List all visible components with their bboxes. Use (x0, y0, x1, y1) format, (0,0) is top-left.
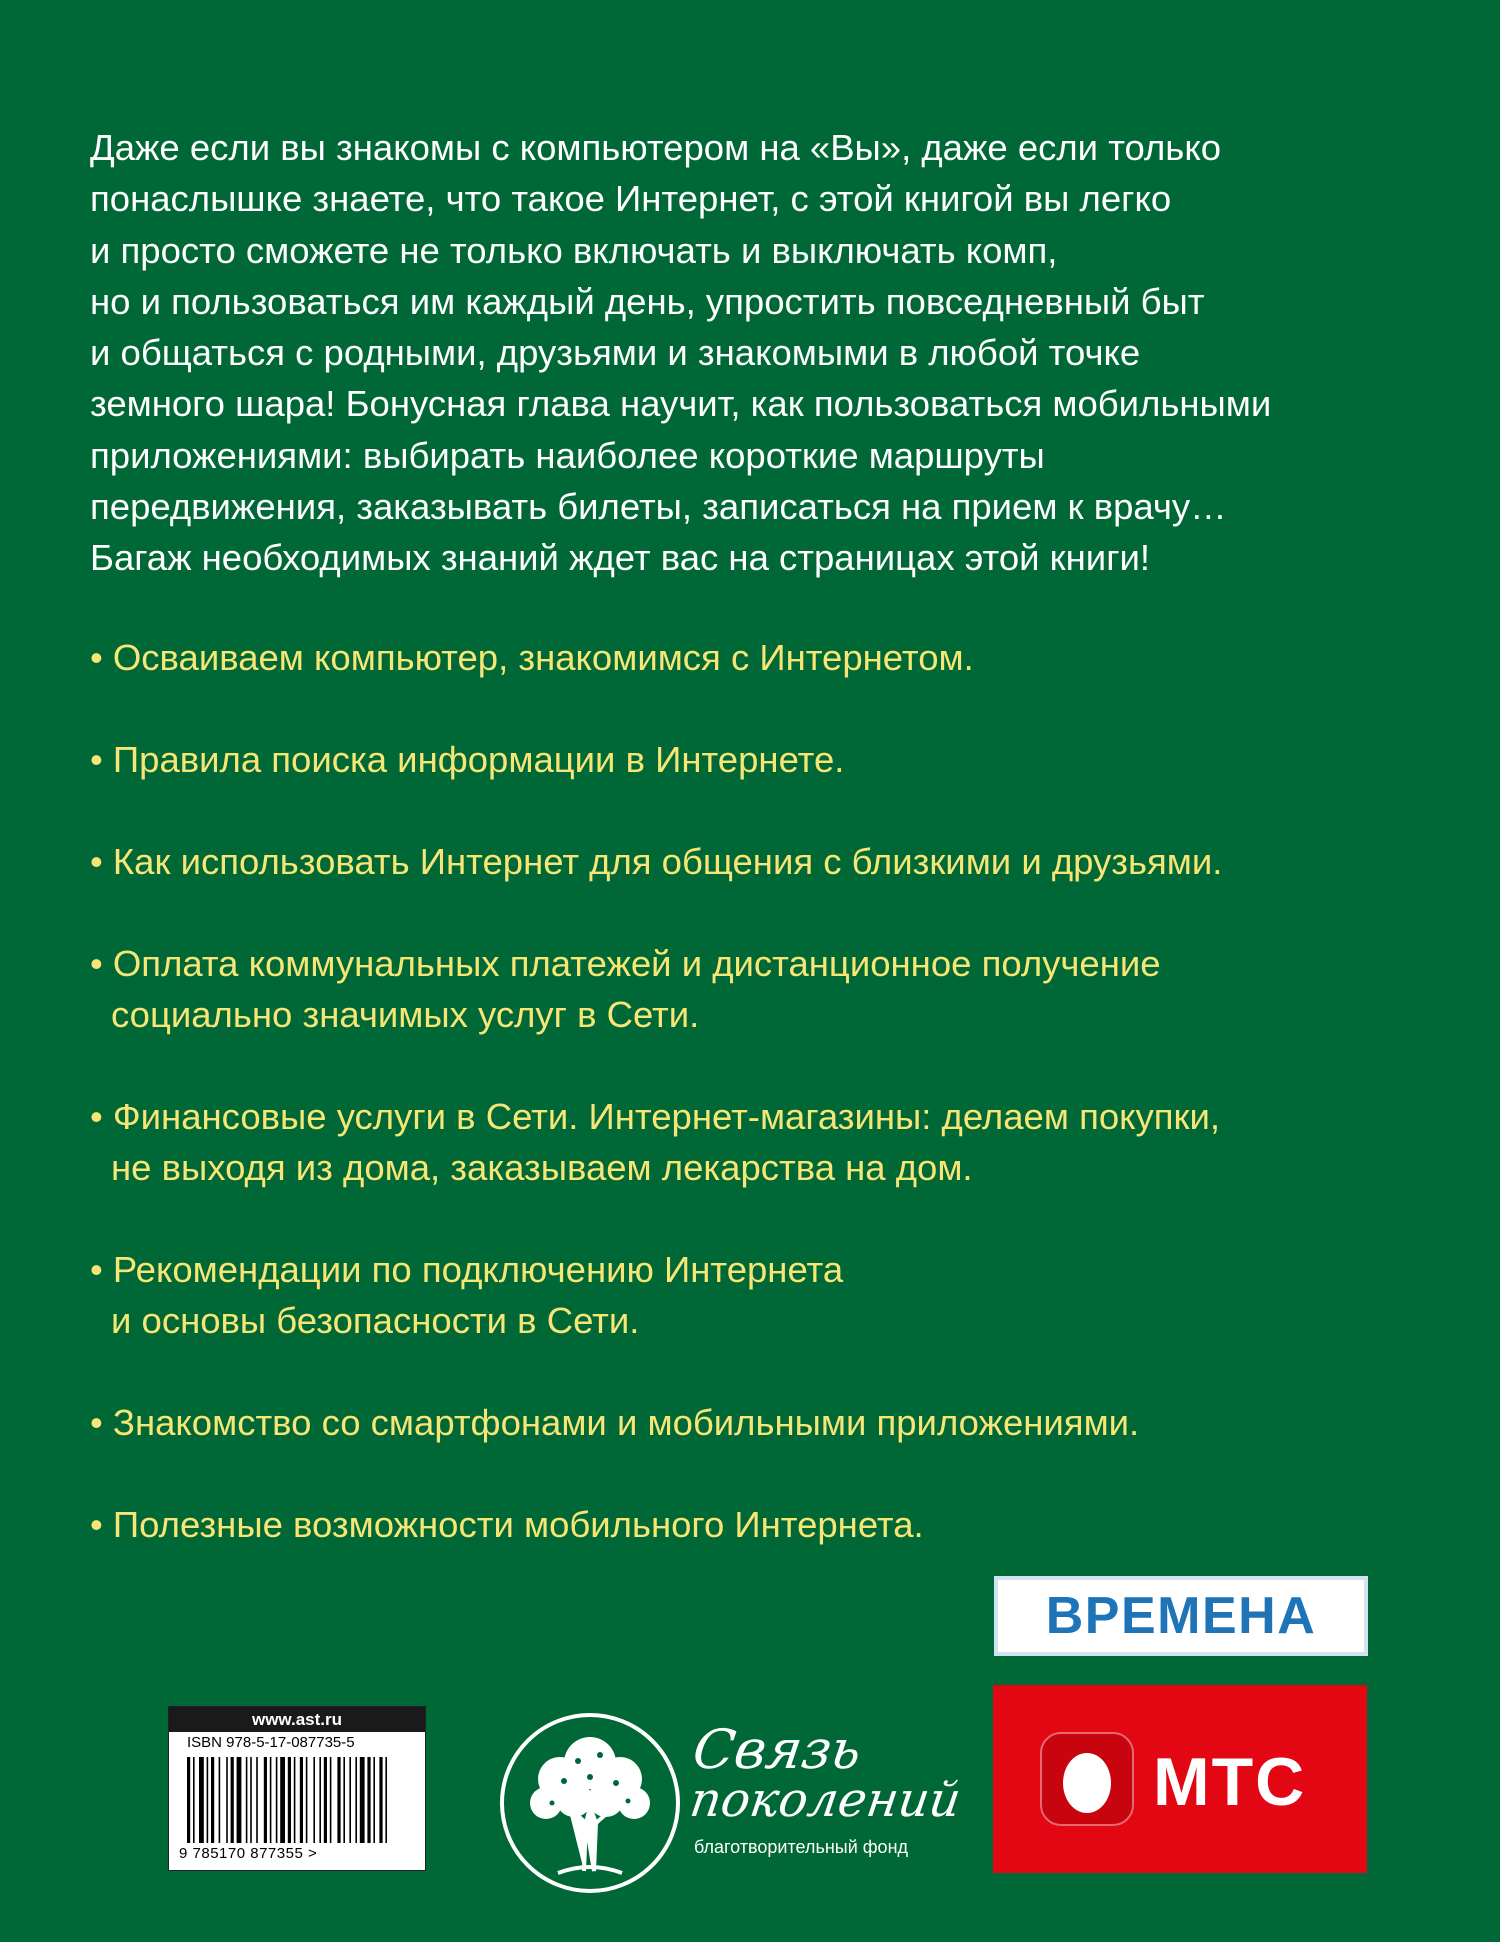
feature-item (90, 1244, 1420, 1346)
barcode-digits: 9 785170 877355 > (179, 1845, 318, 1862)
publisher-site: www.ast.ru (169, 1707, 425, 1732)
foundation-name-line1: Связь (689, 1718, 866, 1781)
intro-line: Даже если вы знакомы с компьютером на «Вы», даже если только (90, 127, 1222, 168)
isbn-text: ISBN 978-5-17-087735-5 (187, 1734, 355, 1751)
foundation-name-line2: поколений (686, 1772, 965, 1828)
description-paragraph (90, 122, 1420, 584)
feature-item-line: не выходя из дома, заказываем лекарства на дом. (111, 1147, 973, 1188)
intro-line: но и пользоваться им каждый день, упростить повседневный быт (90, 280, 1205, 322)
foundation-name (683, 1718, 971, 1828)
feature-item (90, 632, 1420, 683)
intro-line: передвижения, заказывать билеты, записаться на прием к врачу… (90, 486, 1227, 528)
intro-line: и просто сможете не только включать и выключать комп, (90, 229, 1058, 271)
mts-label: МТС (1153, 1744, 1307, 1820)
vremena-logo (994, 1576, 1368, 1656)
feature-item-line: и основы безопасности в Сети. (111, 1300, 640, 1341)
intro-line: понаслышке знаете, что такое Интернет, с этой книгой вы легко (90, 178, 1172, 220)
intro-line: Багаж необходимых знаний ждет вас на страницах этой книги! (90, 537, 1151, 579)
barcode-icon (187, 1757, 409, 1843)
feature-item-line: социально значимых услуг в Сети. (111, 994, 700, 1035)
foundation-subtitle: благотворительный фонд (694, 1837, 909, 1857)
feature-item-line: • Финансовые услуги в Сети. Интернет-магазины: делаем покупки, (90, 1096, 1221, 1137)
isbn-barcode-block (168, 1706, 426, 1871)
vremena-label: ВРЕМЕНА (1045, 1587, 1317, 1645)
feature-item-line: • Знакомство со смартфонами и мобильными приложениями. (90, 1402, 1140, 1443)
mts-egg-icon (1039, 1731, 1135, 1827)
feature-item (90, 1091, 1420, 1193)
feature-item-line: • Оплата коммунальных платежей и дистанционное получение (90, 943, 1161, 984)
intro-line: и общаться с родными, друзьями и знакомыми в любой точке (90, 332, 1141, 374)
feature-item-line: • Правила поиска информации в Интернете. (90, 739, 845, 780)
feature-item (90, 734, 1420, 785)
feature-list (90, 632, 1420, 1601)
mts-logo (993, 1685, 1367, 1873)
intro-line: приложениями: выбирать наиболее короткие маршруты (90, 434, 1045, 476)
feature-item-line: • Осваиваем компьютер, знакомимся с Интернетом. (90, 637, 974, 678)
tree-logo-icon (498, 1711, 682, 1895)
feature-item (90, 1397, 1420, 1448)
feature-item (90, 1499, 1420, 1550)
feature-item (90, 836, 1420, 887)
feature-item (90, 938, 1420, 1040)
intro-line: земного шара! Бонусная глава научит, как пользоваться мобильными (90, 383, 1272, 425)
feature-item-line: • Рекомендации по подключению Интернета (90, 1249, 844, 1290)
feature-item-line: • Полезные возможности мобильного Интернета. (90, 1504, 924, 1545)
feature-item-line: • Как использовать Интернет для общения с близкими и друзьями. (90, 841, 1223, 882)
